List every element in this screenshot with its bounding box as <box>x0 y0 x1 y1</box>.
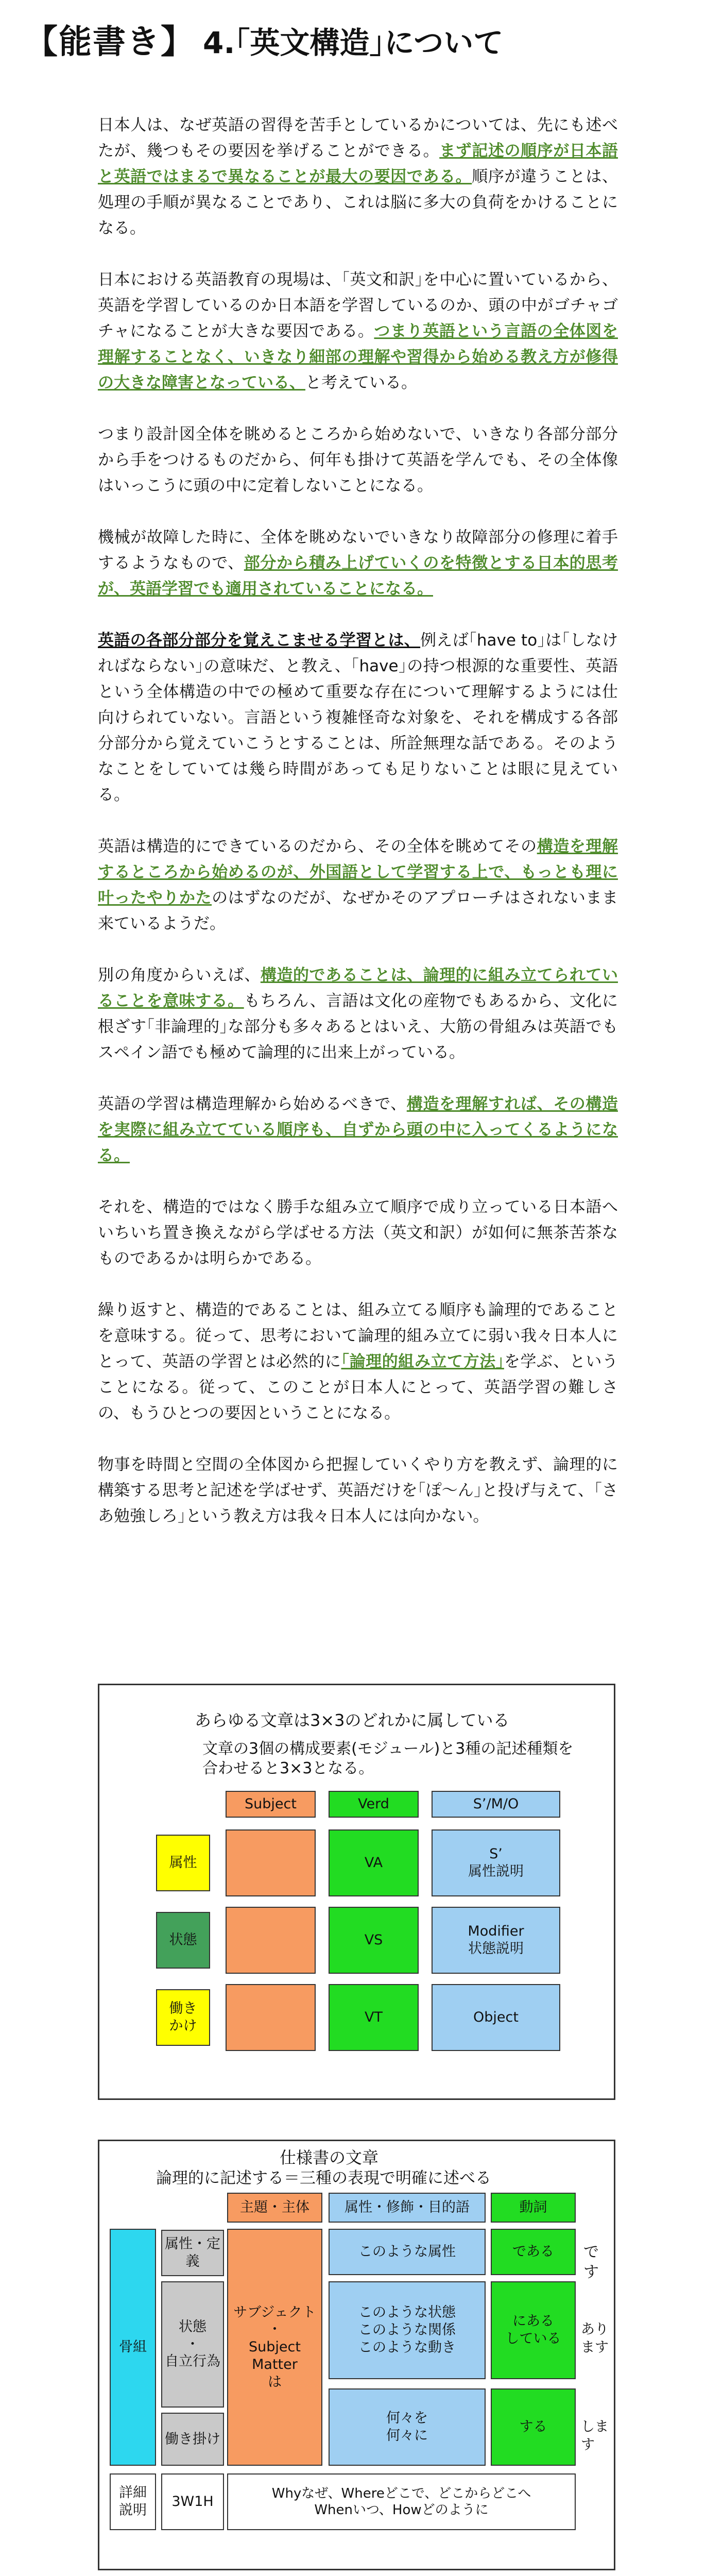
figure-3x3 <box>98 1684 615 2100</box>
paragraph <box>98 962 618 1065</box>
paragraph <box>98 524 618 602</box>
subj-line5: は <box>268 2374 282 2390</box>
paragraph <box>98 628 618 808</box>
shosai-line1: 詳細 <box>119 2485 147 2501</box>
verb-suru: する <box>491 2388 576 2466</box>
text-segment: 別の角度からいえば、 <box>98 966 261 985</box>
paragraph <box>98 1452 618 1529</box>
paragraph <box>98 1297 618 1426</box>
hataraki-kake: 働き掛け <box>161 2413 224 2466</box>
head-attribute: 属性・修飾・目的語 <box>329 2193 486 2223</box>
text-segment: もちろん、言語は文化の産物でもあるから、文化に根ざす｢非論理的｣な部分も多々あるとはいえ、大筋の骨組みは英語でもスペイン語でも極めて論理的に出来上がっている。 <box>98 992 618 1062</box>
paragraph <box>98 1091 618 1168</box>
cell-mod-line1: Modifier <box>468 1923 524 1940</box>
why-line1: Whyなぜ、Whereどこで、どこからどこへ <box>271 2485 531 2501</box>
text-segment: と考えている。 <box>305 374 417 392</box>
subject-matter <box>227 2229 322 2466</box>
shosai-line2: 説明 <box>119 2502 147 2518</box>
cell-subject-1 <box>226 1829 316 1896</box>
aru-line1: にある <box>512 2313 554 2330</box>
subj-line4: Matter <box>252 2356 298 2372</box>
honegumi: 骨組 <box>110 2229 156 2466</box>
article-body <box>98 112 618 1555</box>
cell-s-attribute <box>432 1829 560 1896</box>
row3-line2: かけ <box>169 2018 197 2034</box>
subj-line2: ・ <box>268 2321 282 2338</box>
3w1h: 3W1H <box>161 2473 224 2530</box>
aru-line2: している <box>505 2331 561 2347</box>
row-hatarakikake <box>156 1989 210 2046</box>
subj-line3: Subject <box>249 2339 301 2355</box>
nani-line2: 何々に <box>386 2428 428 2444</box>
cell-subject-2 <box>226 1907 316 1974</box>
title-text: 4.｢英文構造｣について <box>203 25 504 60</box>
verb-aru <box>491 2281 576 2379</box>
suffix-arimasu: あります <box>581 2321 609 2356</box>
highlight-text: つまり英語という言語の全体図を理解することなく、いきなり細部の理解や習得から始める教え方が修得の大きな障害となっている、 <box>98 322 618 392</box>
konoyona-zokusei: このような属性 <box>329 2229 486 2275</box>
head-verb: 動詞 <box>491 2193 576 2223</box>
figure1-subtitle-1: 文章の3個の構成要素(モジュール)と3種の記述種類を <box>202 1740 574 1758</box>
cond-line3: このような動き <box>358 2339 456 2355</box>
highlight-text: まず記述の順序が日本語と英語ではまるで異なることが最大の要因である。 <box>98 142 618 186</box>
col-subject: Subject <box>226 1791 316 1818</box>
figure2-subtitle: 論理的に記述する＝三種の表現で明確に述べる <box>156 2169 491 2188</box>
paragraph <box>98 112 618 241</box>
text-segment: 日本における英語教育の現場は、｢英文和訳｣を中心に置いているから、英語を学習しているのか日本語を学習しているのか、頭の中がゴチャゴチャになることが大きな要因である。 <box>98 270 618 341</box>
nanika-wo <box>329 2388 486 2466</box>
verb-dearu: である <box>491 2229 576 2275</box>
suffix-desu: です <box>583 2243 599 2281</box>
row3-line1: 働き <box>169 2001 197 2017</box>
col-som: S’/M/O <box>432 1791 560 1818</box>
row-zokusei: 属性 <box>156 1835 210 1891</box>
figure1-title: あらゆる文章は3×3のどれかに属している <box>195 1710 510 1730</box>
highlight-text: 部分から積み上げていくのを特徴とする日本的思考が、英語学習でも適用されていることになる。 <box>98 554 618 598</box>
figure2-title: 仕様書の文章 <box>280 2148 379 2167</box>
text-segment: 機械が故障した時に、全体を眺めないでいきなり故障部分の修理に着手するようなもので、 <box>98 528 618 572</box>
cond-line2: このような関係 <box>358 2322 456 2338</box>
text-segment: 英語の学習は構造理解から始めるべきで、 <box>98 1095 407 1113</box>
text-segment: それを、構造的ではなく勝手な組み立て順序で成り立っている日本語へいちいち置き換えながら学ばせる方法（英文和訳）が如何に無茶苦茶なものであるかは明らかである。 <box>98 1198 618 1268</box>
cell-object: Object <box>432 1984 560 2051</box>
text-segment: 順序が違うことは、処理の手順が異なることであり、これは脳に多大の負荷をかけることになる。 <box>98 167 618 238</box>
zokusei-teigi: 属性・定義 <box>161 2230 224 2276</box>
highlight-text: 構造的であることは、論理的に組み立てられていることを意味する。 <box>98 966 618 1010</box>
paragraph <box>98 1194 618 1272</box>
text-segment: を学ぶ、ということになる。従って、このことが日本人にとって、英語学習の難しさの、もうひとつの要因ということになる。 <box>98 1352 618 1422</box>
text-segment: 繰り返すと、構造的であることは、組み立てる順序も論理的であることを意味する。従って、思考において論理的組み立てに弱い我々日本人にとって、英語の学習とは必然的に <box>98 1301 618 1371</box>
jotai-line1: 状態 <box>179 2318 206 2335</box>
shosai-setsumei <box>110 2473 156 2530</box>
text-segment: 例えば｢have to｣は｢しなければならない｣の意味だ、と教え、｢have｣の持つ根源的な重要性、英語という全体構造の中での極めて重要な存在について理解するようには仕向けられていない。言語という複雑怪奇な対象を、それを構成する各部分部分から覚えていこうとすることは、所詮無理な話である。そのようなことをしていては幾ら時間があっても足りないことは眼に見えている。 <box>98 631 618 804</box>
paragraph <box>98 834 618 937</box>
paragraph <box>98 421 618 499</box>
konoyona-jotai <box>329 2281 486 2379</box>
paragraph <box>98 267 618 396</box>
cell-s-line1: S’ <box>489 1846 503 1862</box>
cell-subject-3 <box>226 1984 316 2051</box>
cell-vt: VT <box>329 1984 419 2051</box>
text-segment: 日本人は、なぜ英語の習得を苦手としているかについては、先にも述べたが、幾つもその要因を挙げることができる。 <box>98 116 618 160</box>
page-title <box>25 15 503 63</box>
suffix-shimasu: します <box>581 2419 609 2453</box>
cell-modifier <box>432 1907 560 1974</box>
cell-mod-line2: 状態説明 <box>468 1941 524 1957</box>
nani-line1: 何々を <box>386 2410 428 2427</box>
cell-va: VA <box>329 1829 419 1896</box>
col-verd: Verd <box>329 1791 419 1818</box>
figure1-subtitle-2: 合わせると3×3となる。 <box>202 1759 374 1777</box>
key-phrase: 英語の各部分部分を覚えこませる学習とは、 <box>98 631 421 650</box>
text-segment: 物事を時間と空間の全体図から把握していくやり方を教えず、論理的に構築する思考と記述を学ばせず、英語だけを｢ぽ～ん｣と投げ与えて、｢さあ勉強しろ｣という教え方は我々日本人には向かない。 <box>98 1455 618 1526</box>
text-segment: のはずなのだが、なぜかそのアプローチはされないまま来ているようだ。 <box>98 889 618 933</box>
cell-s-line2: 属性説明 <box>468 1863 524 1879</box>
why-line2: Whenいつ、Howどのように <box>314 2502 489 2518</box>
text-segment: 英語は構造的にできているのだから、その全体を眺めてその <box>98 837 537 856</box>
highlight-text: ｢論理的組み立て方法｣ <box>341 1352 504 1371</box>
text-segment: つまり設計図全体を眺めるところから始めないで、いきなり各部分部分から手をつけるものだから、何年も掛けて英語を学んでも、その全体像はいっこうに頭の中に定着しないことになる。 <box>98 425 618 495</box>
why-where-when-how <box>227 2473 576 2530</box>
cond-line1: このような状態 <box>358 2304 456 2321</box>
jotai-jiritsu <box>161 2281 224 2408</box>
highlight-text: 構造を理解するところから始めるのが、外国語として学習する上で、もっとも理に叶ったやりかた <box>98 837 618 907</box>
jotai-line3: 自立行為 <box>165 2353 220 2370</box>
cell-vs: VS <box>329 1907 419 1974</box>
figure-spec-sentence <box>98 2140 615 2570</box>
head-subject: 主題・主体 <box>227 2193 322 2223</box>
jotai-line2: ・ <box>185 2336 200 2352</box>
title-bracket: 【能書き】 <box>25 23 195 61</box>
row-jotai: 状態 <box>156 1912 210 1969</box>
highlight-text: 構造を理解すれば、その構造を実際に組み立てている順序も、自ずから頭の中に入ってくるようになる。 <box>98 1095 618 1165</box>
subj-line1: サブジェクト <box>233 2304 316 2320</box>
